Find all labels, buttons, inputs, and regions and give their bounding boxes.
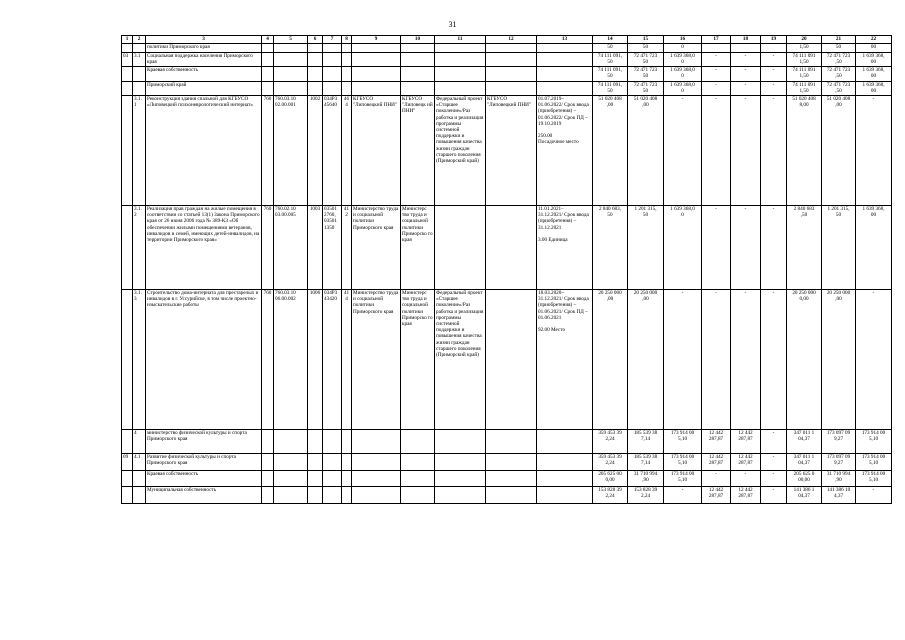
table-cell bbox=[435, 53, 486, 67]
table-cell: 74 111 091 1,50 bbox=[787, 82, 822, 96]
table-cell: - bbox=[702, 206, 731, 290]
table-cell: - bbox=[761, 487, 787, 504]
table-cell: 74 111 091 1,50 bbox=[787, 53, 822, 67]
table-cell bbox=[486, 487, 537, 504]
table-cell bbox=[342, 82, 352, 96]
header-row bbox=[122, 36, 892, 44]
table-cell: 51 020 408 ,00 bbox=[822, 96, 856, 206]
table-cell: 00 bbox=[856, 44, 892, 53]
table-cell: Федеральный проект «Старшее поколение»/Раз работка и реализация программы системной поддержки и повышения качества жизни граждан старшего поколения (Приморский край) bbox=[435, 96, 486, 206]
table-cell: 1 639 368,0 0 bbox=[664, 206, 702, 290]
table-cell: 359 453 39 2,24 bbox=[593, 430, 628, 454]
column-number: 4 bbox=[262, 36, 274, 44]
table-cell: Социальная поддержка населения Приморского края bbox=[146, 53, 262, 67]
table-cell: 31 710 994 ,90 bbox=[628, 471, 664, 487]
table-cell: - bbox=[702, 471, 731, 487]
table-cell: - bbox=[761, 290, 787, 430]
column-number: 19 bbox=[761, 36, 787, 44]
table-cell: 51 020 408 ,00 bbox=[593, 96, 628, 206]
table-cell bbox=[133, 44, 146, 53]
table-cell bbox=[122, 96, 133, 206]
table-cell: Реконструкция здания спальной для КГБУСО «Липовецкий психоневрологический интернат» bbox=[146, 96, 262, 206]
table-row bbox=[122, 53, 892, 67]
table-cell: 1 639 368, 00 bbox=[856, 67, 892, 82]
table-cell: КГБУСО "Липовецкий ПНИ" bbox=[352, 96, 401, 206]
table-cell: Реализация прав граждан на жилые помещения в соответствии со статьей 13(1) Закона Приморского края от 26 июня 2006 года № 389-КЗ «Об обеспечении жилыми помещениями ветеранов, инвалидов и семей, имеющих детей-инвалидов, на территории Приморского края» bbox=[146, 206, 262, 290]
column-number: 7 bbox=[323, 36, 342, 44]
table-cell: - bbox=[731, 471, 761, 487]
table-cell: 72 471 723 50 bbox=[628, 82, 664, 96]
column-number: 6 bbox=[308, 36, 323, 44]
table-cell bbox=[702, 44, 731, 53]
table-cell: 1 639 368, 00 bbox=[856, 206, 892, 290]
table-cell bbox=[122, 82, 133, 96]
table-cell: 1,50 bbox=[787, 44, 822, 53]
table-cell: 20 250 000 ,00 bbox=[822, 290, 856, 430]
table-cell bbox=[401, 487, 435, 504]
table-row bbox=[122, 430, 892, 454]
table-cell: 3.1.3 bbox=[133, 290, 146, 430]
table-cell: 2 840 683, 50 bbox=[593, 206, 628, 290]
table-cell: 03 bbox=[122, 53, 133, 67]
table-cell bbox=[435, 471, 486, 487]
table-cell bbox=[308, 454, 323, 471]
table-cell: 50 bbox=[628, 44, 664, 53]
table-cell bbox=[323, 44, 342, 53]
table-cell: - bbox=[761, 67, 787, 82]
table-cell bbox=[133, 67, 146, 82]
table-cell bbox=[352, 44, 401, 53]
column-number: 8 bbox=[342, 36, 352, 44]
table-row bbox=[122, 96, 892, 206]
table-cell bbox=[262, 430, 274, 454]
table-cell: КГБУСО "Липовецк ий ПНИ" bbox=[401, 96, 435, 206]
table-cell: министерство физической культуры и спорта Приморского края bbox=[146, 430, 262, 454]
table-cell: 72 471 723 ,50 bbox=[822, 67, 856, 82]
table-cell bbox=[761, 44, 787, 53]
table-cell: 0 bbox=[664, 44, 702, 53]
table-cell bbox=[133, 82, 146, 96]
table-cell: 1 639 368, 00 bbox=[856, 53, 892, 67]
table-cell: 173 097 09 9,27 bbox=[822, 454, 856, 471]
table-cell: 72 471 723 ,50 bbox=[822, 82, 856, 96]
table-row bbox=[122, 82, 892, 96]
table-cell bbox=[323, 53, 342, 67]
table-cell bbox=[486, 53, 537, 67]
table-cell: - bbox=[731, 206, 761, 290]
table-cell bbox=[122, 67, 133, 82]
table-cell: 1 639 368,0 0 bbox=[664, 82, 702, 96]
table-cell: 173 914 00 5,10 bbox=[856, 454, 892, 471]
column-number: 22 bbox=[856, 36, 892, 44]
table-cell: 760.03.10 06.00.002 bbox=[274, 290, 308, 430]
column-number: 2 bbox=[133, 36, 146, 44]
table-cell: 11.01.2021– 31.12.2021/ Срок ввода (приобретения) – 31.12.2021 3.00 Единица bbox=[537, 206, 593, 290]
table-cell bbox=[342, 44, 352, 53]
table-cell: 347 011 1 04,37 bbox=[787, 454, 822, 471]
table-cell: 173 914 00 5,10 bbox=[664, 471, 702, 487]
table-cell: Приморский край bbox=[146, 82, 262, 96]
table-cell bbox=[435, 206, 486, 290]
table-cell bbox=[323, 454, 342, 471]
table-cell: Министерство труда и социальной политики Приморского края bbox=[352, 206, 401, 290]
table-cell bbox=[122, 206, 133, 290]
table-cell bbox=[262, 82, 274, 96]
table-cell bbox=[537, 430, 593, 454]
table-cell bbox=[262, 454, 274, 471]
table-cell: 51 020 408 8,00 bbox=[787, 96, 822, 206]
table-cell: 74 111 091 1,50 bbox=[787, 67, 822, 82]
table-cell: 205 625 0 00,00 bbox=[787, 471, 822, 487]
table-cell bbox=[122, 487, 133, 504]
table-cell: Развитие физической культуры и спорта Приморского края bbox=[146, 454, 262, 471]
table-cell: 20 250 000 ,00 bbox=[628, 290, 664, 430]
table-cell bbox=[537, 44, 593, 53]
table-cell: 12 442 287,87 bbox=[702, 454, 731, 471]
table-cell: КГБУСО "Липовецкий ПНИ" bbox=[486, 96, 537, 206]
table-cell: 760 bbox=[262, 96, 274, 206]
table-cell: 20 250 000 ,00 bbox=[593, 290, 628, 430]
column-number: 15 bbox=[628, 36, 664, 44]
table-cell: - bbox=[856, 96, 892, 206]
table-cell: - bbox=[702, 82, 731, 96]
table-cell bbox=[262, 67, 274, 82]
table-cell: 034Р3 43420 bbox=[323, 290, 342, 430]
table-cell: 185 539 38 7,14 bbox=[628, 454, 664, 471]
table-cell bbox=[731, 44, 761, 53]
table-row bbox=[122, 67, 892, 82]
table-row bbox=[122, 471, 892, 487]
table-row bbox=[122, 487, 892, 504]
table-cell: 1006 bbox=[308, 290, 323, 430]
table-cell: - bbox=[664, 290, 702, 430]
table-cell: 153 828 39 2,24 bbox=[628, 487, 664, 504]
table-cell bbox=[342, 430, 352, 454]
table-cell bbox=[274, 44, 308, 53]
table-cell: 205 625 00 0,00 bbox=[593, 471, 628, 487]
table-cell: Федеральный проект «Старшее поколение»/Раз работка и реализация программы системной поддержки и повышения качества жизни граждан старшего поколения (Приморский край) bbox=[435, 290, 486, 430]
table-cell bbox=[401, 430, 435, 454]
table-cell bbox=[486, 290, 537, 430]
table-cell: 173 914 00 5,10 bbox=[856, 471, 892, 487]
table-cell: 09 bbox=[122, 454, 133, 471]
table-cell: 153 828 39 2,24 bbox=[593, 487, 628, 504]
table-cell: 173 914 00 5,10 bbox=[664, 454, 702, 471]
table-cell: - bbox=[731, 67, 761, 82]
table-cell bbox=[435, 44, 486, 53]
table-cell: 1 639 368, 00 bbox=[856, 82, 892, 96]
table-cell bbox=[486, 430, 537, 454]
table-cell bbox=[352, 454, 401, 471]
table-cell: - bbox=[702, 67, 731, 82]
table-cell: 74 111 091, 50 bbox=[593, 67, 628, 82]
table-cell: Муниципальная собственность bbox=[146, 487, 262, 504]
table-cell bbox=[323, 82, 342, 96]
table-cell: политики Приморского края bbox=[146, 44, 262, 53]
table-cell: 141 386 10 4,37 bbox=[822, 487, 856, 504]
table-cell: 1 639 368,0 0 bbox=[664, 53, 702, 67]
column-number: 17 bbox=[702, 36, 731, 44]
table-cell bbox=[401, 53, 435, 67]
table-cell: Строительство дома-интерната для престарелых и инвалидов в г. Уссурийске, в том числе проектно-изыскательские работы bbox=[146, 290, 262, 430]
table-cell: 74 111 091, 50 bbox=[593, 82, 628, 96]
table-cell bbox=[537, 471, 593, 487]
column-number: 18 bbox=[731, 36, 761, 44]
table-cell bbox=[262, 471, 274, 487]
table-cell: 50 bbox=[822, 44, 856, 53]
table-cell bbox=[342, 471, 352, 487]
table-cell bbox=[401, 44, 435, 53]
table-cell bbox=[323, 487, 342, 504]
table-cell: - bbox=[761, 471, 787, 487]
column-number: 9 bbox=[352, 36, 401, 44]
table-cell: 3.1.1 bbox=[133, 96, 146, 206]
table-cell bbox=[133, 487, 146, 504]
table-cell bbox=[133, 471, 146, 487]
table-cell bbox=[122, 430, 133, 454]
table-cell bbox=[401, 82, 435, 96]
table-cell: 3.1.2 bbox=[133, 206, 146, 290]
table-cell bbox=[274, 454, 308, 471]
table-cell bbox=[401, 471, 435, 487]
table-cell bbox=[122, 44, 133, 53]
table-cell: 12 442 287,87 bbox=[731, 454, 761, 471]
table-row bbox=[122, 206, 892, 290]
table-cell: 3.1 bbox=[133, 53, 146, 67]
table-cell: 18.03.2020– 31.12.2021/ Срок ввода (приобретения) – 01.06.2021/ Срок ПД – 01.06.2021 92.00 Место bbox=[537, 290, 593, 430]
table-cell bbox=[122, 290, 133, 430]
table-cell: 2 840 683 ,50 bbox=[787, 206, 822, 290]
table-cell bbox=[323, 430, 342, 454]
column-number: 5 bbox=[274, 36, 308, 44]
table-cell bbox=[537, 487, 593, 504]
column-number: 3 bbox=[146, 36, 262, 44]
table-cell bbox=[352, 471, 401, 487]
table-cell: 74 111 091, 50 bbox=[593, 53, 628, 67]
column-number: 16 bbox=[664, 36, 702, 44]
table-cell bbox=[352, 67, 401, 82]
table-cell: - bbox=[761, 96, 787, 206]
table-cell bbox=[537, 67, 593, 82]
column-number: 12 bbox=[486, 36, 537, 44]
table-cell: - bbox=[731, 53, 761, 67]
table-cell: 72 471 723 50 bbox=[628, 67, 664, 82]
table-cell: 760.03.10 02.00.001 bbox=[274, 96, 308, 206]
table-cell: 01.07.2019– 01.06.2022/ Срок ввода (приобретения) – 01.06.2022/ Срок ПД – 19.10.2019 250.00 Посадочное место bbox=[537, 96, 593, 206]
table-cell bbox=[342, 67, 352, 82]
table-cell: - bbox=[761, 430, 787, 454]
table-cell bbox=[308, 82, 323, 96]
table-cell bbox=[486, 471, 537, 487]
table-cell: 72 471 723 50 bbox=[628, 53, 664, 67]
table-cell: 185 539 38 7,14 bbox=[628, 430, 664, 454]
table-cell: 173 914 00 5,10 bbox=[664, 430, 702, 454]
table-cell bbox=[342, 487, 352, 504]
table-cell: 414 bbox=[342, 290, 352, 430]
table-cell bbox=[308, 430, 323, 454]
table-cell bbox=[401, 67, 435, 82]
table-cell bbox=[308, 44, 323, 53]
table-cell bbox=[352, 487, 401, 504]
table-cell bbox=[308, 67, 323, 82]
table-cell: Министерс тво труда и социальной политики Приморско го края bbox=[401, 206, 435, 290]
table-cell: 359 453 39 2,24 bbox=[593, 454, 628, 471]
table-cell: 31 710 994 ,90 bbox=[822, 471, 856, 487]
table-cell bbox=[435, 487, 486, 504]
table-cell: 1003 bbox=[308, 206, 323, 290]
table-cell: 20 250 000 0,00 bbox=[787, 290, 822, 430]
table-cell bbox=[274, 487, 308, 504]
column-number: 1 bbox=[122, 36, 133, 44]
table-cell bbox=[323, 471, 342, 487]
table-cell bbox=[274, 471, 308, 487]
table-cell: - bbox=[702, 290, 731, 430]
table-cell: 4 bbox=[133, 430, 146, 454]
table-cell bbox=[308, 471, 323, 487]
table-cell: 347 011 1 04,37 bbox=[787, 430, 822, 454]
table-cell: 50 bbox=[593, 44, 628, 53]
table-cell: - bbox=[731, 96, 761, 206]
table-cell bbox=[342, 454, 352, 471]
table-cell bbox=[274, 67, 308, 82]
table-cell: 12 442 287,87 bbox=[731, 430, 761, 454]
table-cell: - bbox=[664, 487, 702, 504]
table-cell: 173 097 09 9,27 bbox=[822, 430, 856, 454]
table-cell bbox=[401, 454, 435, 471]
table-cell bbox=[274, 53, 308, 67]
table-cell: Министерство труда и социальной политики Приморского края bbox=[352, 290, 401, 430]
table-cell bbox=[435, 430, 486, 454]
table-cell bbox=[435, 67, 486, 82]
table-cell: - bbox=[702, 53, 731, 67]
table-cell bbox=[352, 53, 401, 67]
program-table bbox=[121, 35, 892, 504]
column-number: 11 bbox=[435, 36, 486, 44]
table-cell: - bbox=[702, 96, 731, 206]
table-cell: 141 386 1 04,37 bbox=[787, 487, 822, 504]
table-cell: 1 639 368,0 0 bbox=[664, 67, 702, 82]
table-cell: 760 bbox=[262, 290, 274, 430]
column-number: 20 bbox=[787, 36, 822, 44]
column-number: 14 bbox=[593, 36, 628, 44]
table-cell: Краевая собственность bbox=[146, 67, 262, 82]
table-cell: - bbox=[664, 96, 702, 206]
table-cell: - bbox=[856, 487, 892, 504]
table-cell: 12 442 287,87 bbox=[702, 430, 731, 454]
page-number: 31 bbox=[448, 20, 457, 29]
table-cell: 034Р3 45640 bbox=[323, 96, 342, 206]
table-cell bbox=[262, 487, 274, 504]
table-cell: 12 442 287,87 bbox=[731, 487, 761, 504]
table-cell: 12 442 287,87 bbox=[702, 487, 731, 504]
table-cell bbox=[274, 430, 308, 454]
table-cell: 1002 bbox=[308, 96, 323, 206]
table-cell: Министерс тво труда и социальной политики Приморско го края bbox=[401, 290, 435, 430]
table-cell: - bbox=[731, 82, 761, 96]
column-number: 13 bbox=[537, 36, 593, 44]
table-cell: - bbox=[856, 290, 892, 430]
table-cell bbox=[486, 82, 537, 96]
table-cell: - bbox=[761, 454, 787, 471]
table-cell: 760 bbox=[262, 206, 274, 290]
table-cell bbox=[342, 53, 352, 67]
column-number: 10 bbox=[401, 36, 435, 44]
table-cell: 03501 2760, 03501 1350 bbox=[323, 206, 342, 290]
table-cell bbox=[486, 454, 537, 471]
table-cell bbox=[122, 471, 133, 487]
table-cell: 51 020 408 ,00 bbox=[628, 96, 664, 206]
table-cell: 4.1 bbox=[133, 454, 146, 471]
table-cell: 72 471 723 ,50 bbox=[822, 53, 856, 67]
table-cell bbox=[486, 44, 537, 53]
table-cell: 1 201 315, 50 bbox=[628, 206, 664, 290]
table-cell bbox=[435, 82, 486, 96]
table-cell: - bbox=[761, 53, 787, 67]
column-number: 21 bbox=[822, 36, 856, 44]
table-cell bbox=[352, 430, 401, 454]
table-cell bbox=[308, 53, 323, 67]
table-cell: - bbox=[761, 206, 787, 290]
table-row bbox=[122, 44, 892, 53]
table-cell bbox=[262, 44, 274, 53]
table-cell bbox=[352, 82, 401, 96]
table-cell: - bbox=[731, 290, 761, 430]
table-cell: Краевая собственность bbox=[146, 471, 262, 487]
table-cell bbox=[537, 53, 593, 67]
table-cell bbox=[486, 206, 537, 290]
table-cell bbox=[323, 67, 342, 82]
table-cell: 1 201 315, 50 bbox=[822, 206, 856, 290]
table-cell: 464 bbox=[342, 96, 352, 206]
table-cell bbox=[537, 82, 593, 96]
table-cell bbox=[262, 53, 274, 67]
table-cell bbox=[274, 82, 308, 96]
table-cell bbox=[486, 67, 537, 82]
table-row bbox=[122, 454, 892, 471]
table-row bbox=[122, 290, 892, 430]
table-cell bbox=[537, 454, 593, 471]
table-cell bbox=[308, 487, 323, 504]
table-cell: 412 bbox=[342, 206, 352, 290]
table-cell bbox=[435, 454, 486, 471]
table-cell: 760.02.10 03.00.005 bbox=[274, 206, 308, 290]
table-cell: 173 914 00 5,10 bbox=[856, 430, 892, 454]
table-cell: - bbox=[761, 82, 787, 96]
